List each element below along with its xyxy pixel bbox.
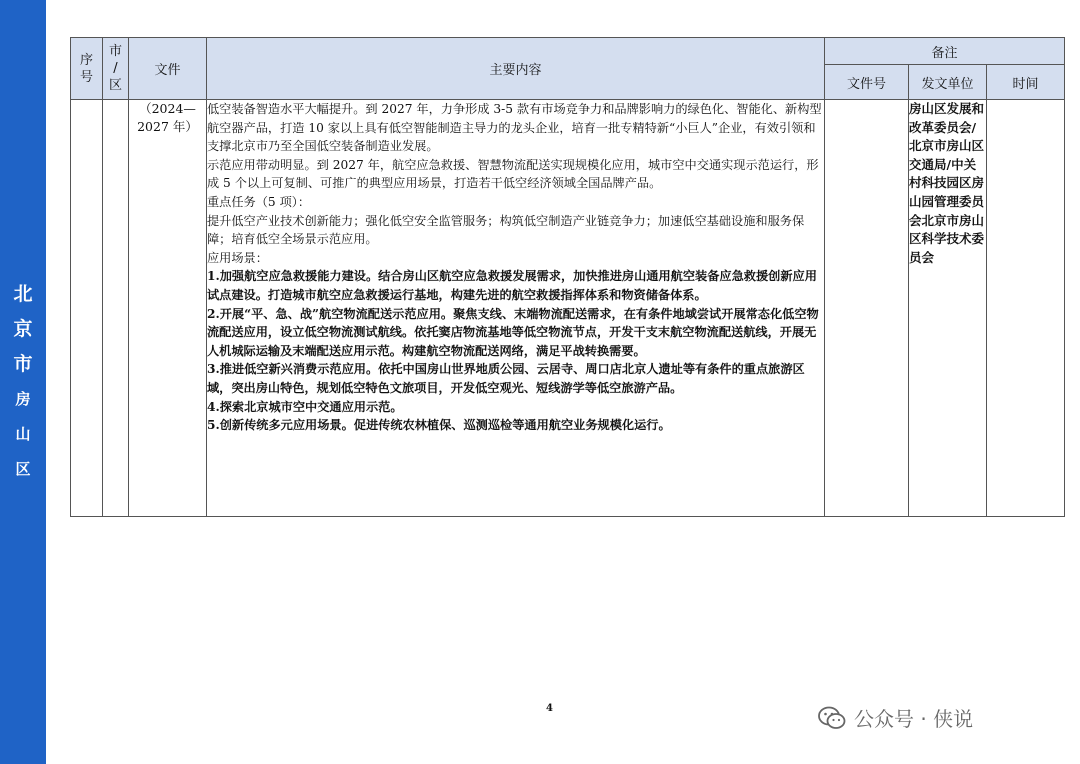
wechat-icon: [818, 706, 846, 730]
table-row: [71, 100, 1065, 517]
watermark-text: 公众号 · 侠说: [854, 707, 974, 731]
cell-district: [103, 100, 129, 517]
cell-time: [987, 100, 1065, 517]
header-issuer: 发文单位: [909, 65, 987, 100]
sidebar-char: 北: [13, 283, 33, 305]
header-remarks: 备注: [825, 38, 1065, 65]
policy-table: [70, 37, 1065, 517]
content-paragraph: 应用场景：: [207, 250, 268, 265]
sidebar-region-label: [0, 0, 46, 764]
header-file: 文件: [129, 38, 207, 100]
header-seq: 序 号: [71, 38, 103, 100]
cell-seq: [71, 100, 103, 517]
watermark: [818, 703, 973, 732]
header-content: 主要内容: [207, 38, 825, 100]
cell-issuer: 房山区发展和改革委员会/北京市房山区交通局/中关村科技园区房山园管理委员会北京市房山区科学技术委员会: [909, 100, 987, 517]
content-paragraph: 5.创新传统多元应用场景。促进传统农林植保、巡测巡检等通用航空业务规模化运行。: [207, 418, 671, 433]
page-number: 4: [546, 703, 553, 714]
content-paragraph: 1.加强航空应急救援能力建设。结合房山区航空应急救援发展需求，加快推进房山通用航空装备应急救援创新应用试点建设。打造城市航空应急救援运行基地，构建先进的航空救援指挥体系和物资储备体系。: [207, 269, 817, 302]
cell-doc-no: [825, 100, 909, 517]
sidebar-char: 山: [15, 425, 31, 443]
content-paragraph: 4.探索北京城市空中交通应用示范。: [207, 399, 403, 414]
content-paragraph: 示范应用带动明显。到 2027 年，航空应急救援、智慧物流配送实现规模化应用，城市空中交通实现示范运行，形成 5 个以上可复制、可推广的典型应用场景，打造若干低空经济领域全国品牌产品。: [207, 157, 819, 191]
content-paragraph: 2.开展“平、急、战”航空物流配送示范应用。聚焦支线、末端物流配送需求，在有条件地域尝试开展常态化低空物流配送应用，设立低空物流测试航线。依托窦店物流基地等低空物流节点，开发干支末航空物流配送航线，开展无人机城际运输及末端配送应用示范。构建航空物流配送网络，满足平战转换需要。: [207, 306, 819, 358]
cell-years: （2024— 2027 年）: [129, 100, 207, 517]
header-time: 时间: [987, 65, 1065, 100]
header-doc-no: 文件号: [825, 65, 909, 100]
content-paragraph: 提升低空产业技术创新能力；强化低空安全监管服务；构筑低空制造产业链竞争力；加速低空基础设施和服务保障；培育低空全场景示范应用。: [207, 213, 805, 247]
header-district: 市 / 区: [103, 38, 129, 100]
sidebar-char: 房: [15, 390, 31, 408]
sidebar-char: 市: [13, 353, 33, 375]
sidebar-char: 京: [13, 318, 33, 340]
content-paragraph: 低空装备智造水平大幅提升。到 2027 年，力争形成 3-5 款有市场竞争力和品牌影响力的绿色化、智能化、新构型航空器产品，打造 10 家以上具有低空智能制造主导力的龙头企业，培育一批专精特新“小巨人”企业，有效引领和支撑北京市乃至全国低空装备制造业发展。: [207, 102, 822, 154]
content-paragraph: 重点任务（5 项）：: [207, 194, 311, 209]
cell-main-content: [207, 100, 825, 517]
content-paragraph: 3.推进低空新兴消费示范应用。依托中国房山世界地质公园、云居寺、周口店北京人遗址等有条件的重点旅游区域，突出房山特色，规划低空特色文旅项目，开发低空观光、短线游学等低空旅游产品。: [207, 362, 805, 395]
sidebar-char: 区: [15, 460, 31, 478]
